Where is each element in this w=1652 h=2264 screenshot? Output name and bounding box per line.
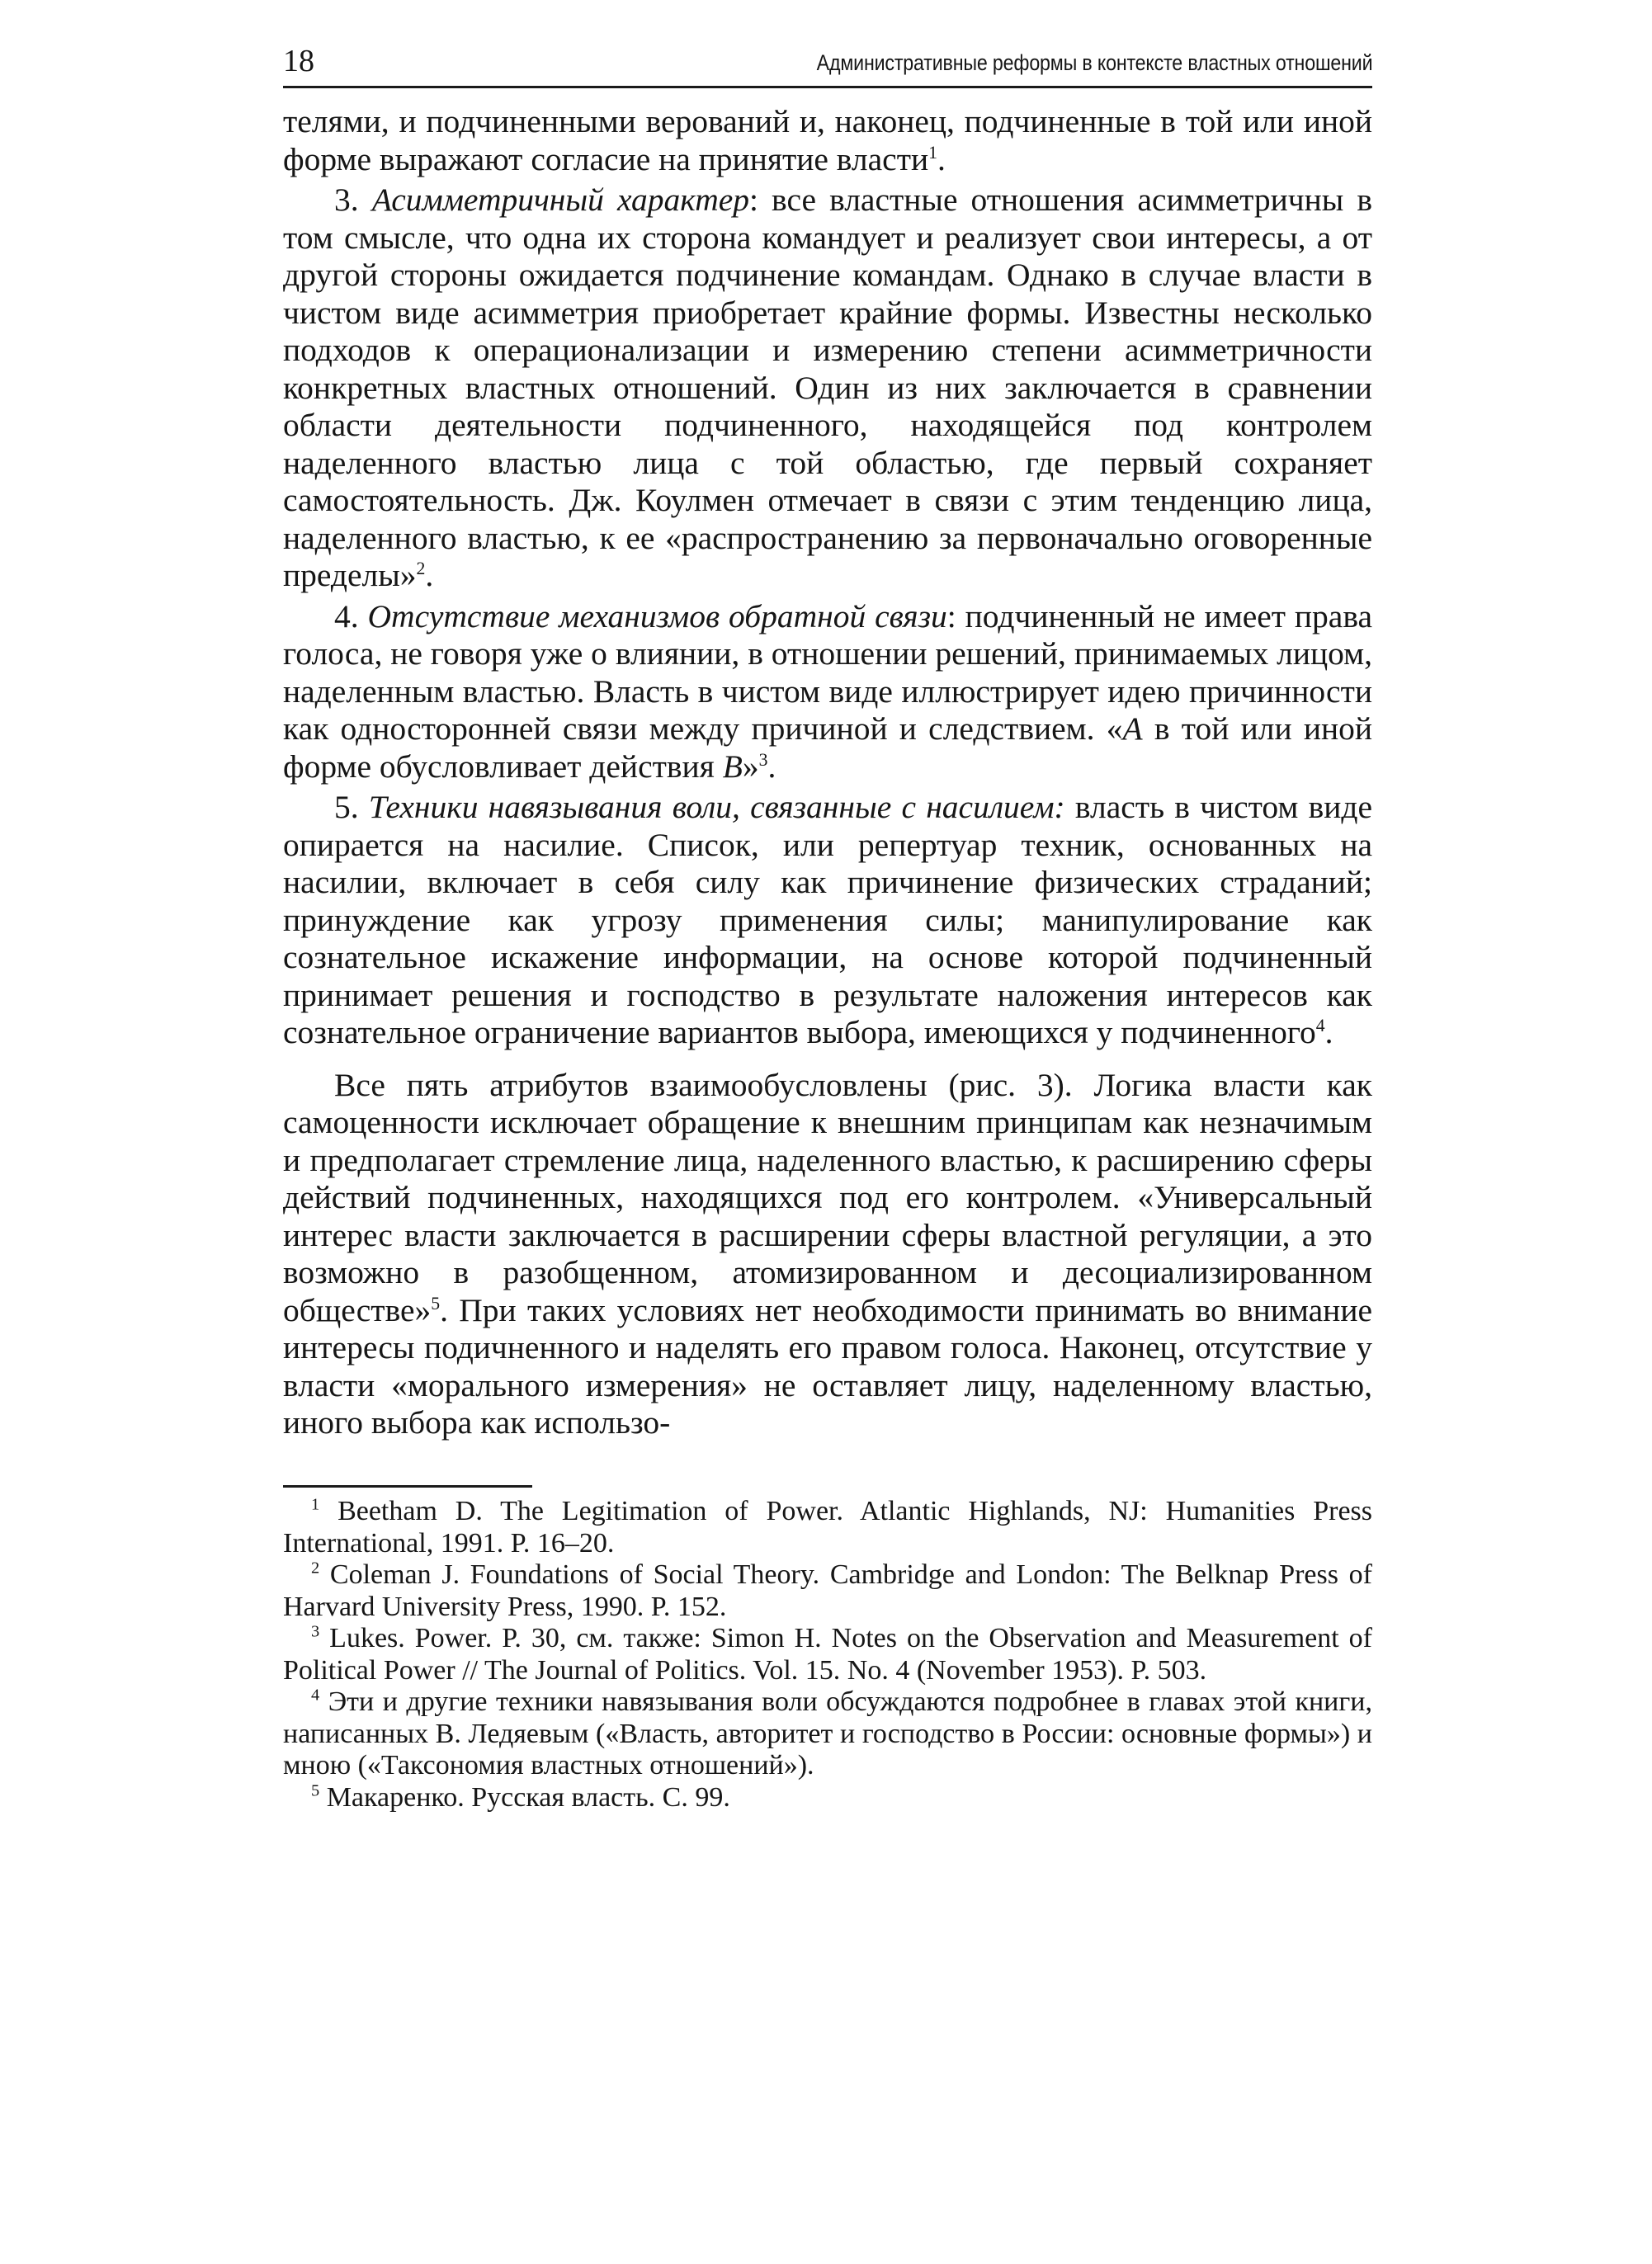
- term-title: Отсутствие механизмов обратной связи: [367, 597, 947, 634]
- footnote: [283, 1559, 1372, 1623]
- footnote-text: Эти и другие техники навязывания воли обсуждаются подробнее в главах этой книги, написанных В. Ледяевым («Власть, авторитет и господство в России: основные формы») и мною («Таксономия властных отношений»).: [283, 1686, 1372, 1781]
- footnote-text: Beetham D. The Legitimation of Power. Atlantic Highlands, NJ: Humanities Press International, 1991. P. 16–20.: [283, 1496, 1372, 1559]
- footnote: [283, 1686, 1372, 1782]
- paragraph-text: телями, и подчиненными верований и, наконец, подчиненные в той или иной форме выражают согласие на принятие власти: [283, 103, 1372, 177]
- footnote: [283, 1496, 1372, 1559]
- footnote-number: 3: [311, 1622, 320, 1641]
- page-number: 18: [283, 44, 314, 78]
- footnote-ref: 3: [758, 749, 768, 770]
- footnote: [283, 1782, 1372, 1814]
- paragraph-text: власть в чистом виде опирается на насилие. Список, или репертуар техник, основанных на насилии, включает в себя силу как причинение физических страданий; принуждение как угрозу применения силы; манипулирование как сознательное искажение информации, на основе которой подчиненный принимает решения и господство в результате наложения интересов как сознательное ограничение вариантов выбора, имеющихся у подчиненного: [283, 789, 1373, 1050]
- footnote-number: 1: [311, 1495, 320, 1514]
- footnote-ref: 2: [416, 558, 426, 578]
- footnote-number: 4: [311, 1686, 320, 1705]
- paragraph-text: : все властные отношения асимметричны в том смысле, что одна их сторона командует и реализует свои интересы, а от другой стороны ожидается подчинение командам. Однако в случае власти в чистом виде асимметрия приобретает крайние формы. Известны несколько подходов к операционализации и измерению степени асимметричности конкретных властных отношений. Один из них заключается в сравнении области деятельности подчиненного, находящейся под контролем наделенного властью лица с той областью, где первый сохраняет самостоятельность. Дж. Коулмен отмечает в связи с этим тенденцию лица, наделенного властью, к ее «распространению за первоначально оговоренные пределы»: [283, 182, 1373, 593]
- footnote-number: 5: [311, 1781, 320, 1800]
- footnote-text: Coleman J. Foundations of Social Theory. Cambridge and London: The Belknap Press of Harvard University Press, 1990. P. 152.: [283, 1559, 1372, 1622]
- running-header: [283, 40, 1372, 88]
- footnotes: [283, 1496, 1372, 1814]
- running-title: Административные реформы в контексте властных отношений: [816, 50, 1372, 75]
- punctuation: .: [425, 557, 434, 593]
- paragraph-attributes: [283, 1067, 1372, 1442]
- footnote-text: Макаренко. Русская власть. С. 99.: [319, 1781, 730, 1813]
- main-text: [283, 103, 1372, 1442]
- term-title: Асимметричный характер: [371, 182, 750, 218]
- footnote-number: 2: [311, 1559, 320, 1578]
- footnote-ref: 1: [928, 142, 937, 163]
- punctuation: »: [742, 748, 759, 785]
- term-title: Техники навязывания воли, связанные с насилием:: [368, 789, 1065, 825]
- footnote-divider: [283, 1485, 532, 1488]
- punctuation: .: [937, 140, 946, 177]
- paragraph-feedback: [283, 598, 1372, 786]
- paragraph-text: Все пять атрибутов взаимообусловлены (рис. 3). Логика власти как самоценности исключает обращение к внешним принципам как незначимым и предполагает стремление лица, наделенного властью, к расширению сферы действий подчиненных, находящихся под его контролем. «Универсальный интерес власти заключается в расширении сферы властной регуляции, а это возможно в разобщенном, атомизированном и десоциализированном обществе»: [283, 1066, 1372, 1328]
- paragraph-text: в той или иной форме обусловливает действия: [283, 710, 1372, 785]
- paragraph-text: . При таких условиях нет необходимости принимать во внимание интересы подичненного и наделять его правом голоса. Наконец, отсутствие у власти «морального измерения» не оставляет лицу, наделенному властью, иного выбора как использо-: [283, 1291, 1372, 1441]
- punctuation: .: [1324, 1014, 1333, 1050]
- list-number: 4.: [334, 597, 368, 634]
- paragraph-violence: [283, 789, 1372, 1052]
- paragraph-asymmetry: [283, 182, 1372, 595]
- list-number: 3.: [334, 182, 372, 218]
- footnote-ref: 4: [1315, 1015, 1325, 1035]
- paragraph-continuation: [283, 103, 1372, 178]
- footnote: [283, 1623, 1372, 1686]
- footnote-ref: 5: [431, 1293, 441, 1314]
- punctuation: .: [767, 748, 776, 785]
- variable-b: В: [722, 748, 743, 785]
- footnote-text: Lukes. Power. P. 30, см. также: Simon H. Notes on the Observation and Measurement of Political Power // The Journal of Politics. Vol. 15. No. 4 (November 1953). P. 503.: [283, 1623, 1372, 1686]
- list-number: 5.: [334, 789, 369, 825]
- paragraph-text: : подчиненный не имеет права голоса, не говоря уже о влиянии, в отношении решений, принимаемых лицом, наделенным властью. Власть в чистом виде иллюстрирует идею причинности как односторонней связи между причиной и следствием. «: [283, 597, 1372, 747]
- variable-a: А: [1122, 710, 1143, 747]
